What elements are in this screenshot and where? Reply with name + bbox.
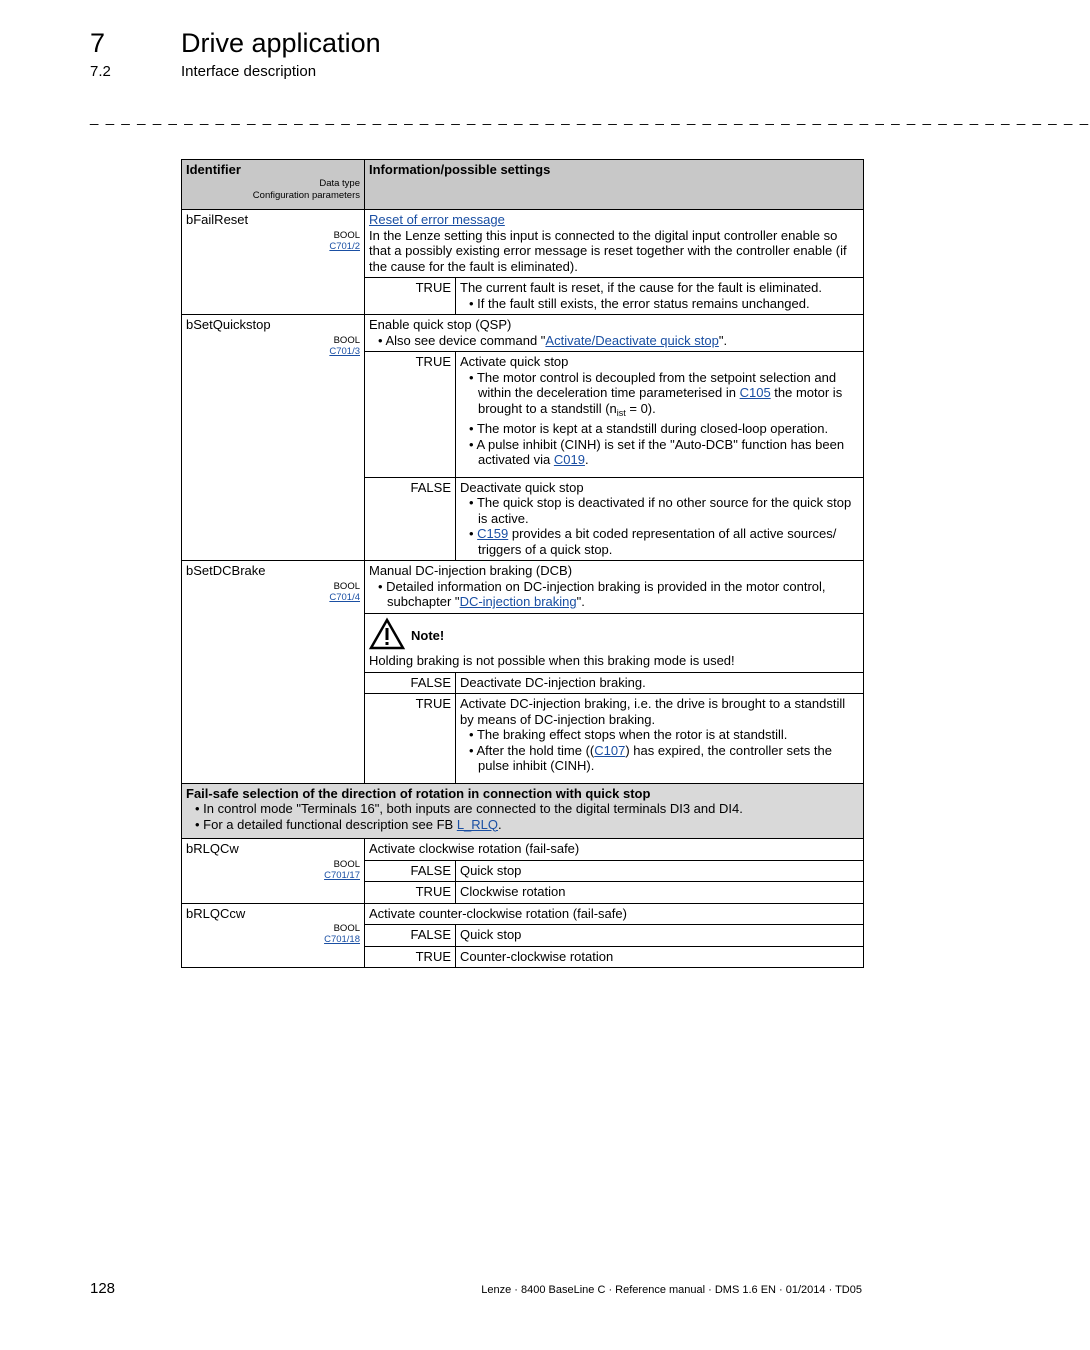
value-label: TRUE — [365, 946, 456, 968]
c105-link[interactable]: C105 — [739, 385, 771, 400]
value-label: FALSE — [365, 672, 456, 694]
quickstop-command-link[interactable]: Activate/Deactivate quick stop — [545, 332, 719, 348]
data-type: BOOL — [333, 580, 360, 592]
value-description: Activate quick stop • The motor control is decoupled from the setpoint selection and within the deceleration time parameterised in C105 the motor is brought to a standstill $(n_{ist} = 0)$. • The motor is kept at a standstill during closed-loop operation. • A pulse inhibit (CINH) is set if the "Auto-DCB" function has been activated via C019. — [456, 352, 864, 478]
document-info: Lenze · 8400 BaseLine C · Reference manual · DMS 1.6 EN · 01/2014 · TD05 — [481, 1284, 862, 1296]
table-row — [182, 903, 864, 925]
value-description: Counter-clockwise rotation — [456, 946, 864, 968]
data-type: BOOL — [333, 334, 360, 346]
identifier-header: Identifier Data type Configuration parameters — [182, 160, 365, 210]
header-separator: _ _ _ _ _ _ _ _ _ _ _ _ _ _ _ _ _ _ _ _ _ _ _ _ _ _ _ _ _ _ _ _ _ _ _ _ _ _ _ _ _ _ _ _ _ _ _ _ _ _ _ _ _ _ _ _ _ _ _ _ _ _ _ _ — [90, 109, 1090, 126]
value-description: Quick stop — [456, 860, 864, 882]
warning-icon — [369, 618, 405, 654]
l-rlq-link[interactable]: L_RLQ — [456, 816, 499, 832]
identifier-cell — [182, 903, 365, 968]
table-row — [182, 561, 864, 614]
identifier-name: bFailReset — [186, 212, 249, 227]
interface-table — [181, 159, 864, 968]
value-label: TRUE — [365, 694, 456, 784]
reset-error-link[interactable]: Reset of error message — [369, 212, 505, 227]
config-param-link[interactable]: C701/18 — [324, 934, 360, 945]
info-header: Information/possible settings — [365, 160, 864, 210]
table-row — [182, 210, 864, 278]
page-number: 128 — [90, 1280, 116, 1297]
identifier-cell — [182, 561, 365, 784]
info-cell: Enable quick stop (QSP) • Also see device command "Activate/Deactivate quick stop". — [365, 315, 864, 352]
note-title: Note! — [411, 627, 445, 643]
identifier-name: bRLQCw — [186, 841, 239, 856]
config-param-link[interactable]: C701/3 — [329, 345, 360, 357]
table-row — [182, 315, 864, 352]
identifier-cell — [182, 839, 365, 904]
value-description: Quick stop — [456, 925, 864, 947]
c159-link[interactable]: C159 — [477, 526, 509, 541]
identifier-cell — [182, 210, 365, 315]
data-type: BOOL — [333, 923, 360, 934]
table-row — [182, 839, 864, 861]
identifier-name: bSetDCBrake — [186, 563, 266, 578]
chapter-number: 7 — [90, 28, 106, 58]
c019-link[interactable]: C019 — [553, 452, 585, 467]
section-cell: Fail-safe selection of the direction of rotation in connection with quick stop • In control mode "Terminals 16", both inputs are connected to the digital terminals DI3 and DI4. • For a detailed functional description see FB L_RLQ. — [182, 783, 864, 839]
value-label: FALSE — [365, 925, 456, 947]
data-type: BOOL — [333, 858, 360, 870]
chapter-title: Drive application — [181, 28, 381, 58]
dc-injection-link[interactable]: DC-injection braking — [459, 594, 577, 609]
config-param-link[interactable]: C701/17 — [324, 869, 360, 881]
config-param-link[interactable]: C701/4 — [329, 591, 360, 603]
value-label: FALSE — [365, 860, 456, 882]
info-cell: Manual DC-injection braking (DCB) • Detailed information on DC-injection braking is provided in the motor control, subchapter "DC-injection braking". — [365, 561, 864, 614]
info-cell: Activate counter-clockwise rotation (fail-safe) — [365, 903, 864, 925]
identifier-name: bSetQuickstop — [186, 317, 271, 332]
value-description: Deactivate quick stop • The quick stop is deactivated if no other source for the quick stop is active. • C159 provides a bit coded representation of all active sources/ triggers of a quick stop. — [456, 477, 864, 561]
note-text: Holding braking is not possible when this braking mode is used! — [369, 653, 735, 668]
value-label: FALSE — [365, 477, 456, 561]
config-param-link[interactable]: C701/2 — [329, 240, 360, 252]
info-cell — [365, 210, 864, 278]
value-description: Clockwise rotation — [456, 882, 864, 904]
value-label: TRUE — [365, 882, 456, 904]
value-description: The current fault is reset, if the cause for the fault is eliminated. • If the fault still exists, the error status remains unchanged. — [456, 278, 864, 315]
value-description: Activate DC-injection braking, i.e. the drive is brought to a standstill by means of DC-injection braking. • The braking effect stops when the rotor is at standstill. • After the hold time ((C107) has expired, the controller sets the pulse inhibit (CINH). — [456, 694, 864, 784]
info-cell: Activate clockwise rotation (fail-safe) — [365, 839, 864, 861]
c107-link[interactable]: C107 — [594, 742, 626, 758]
section-number: 7.2 — [90, 63, 111, 80]
section-title: Interface description — [181, 63, 317, 80]
table-header-row — [182, 160, 864, 210]
section-row — [182, 783, 864, 839]
value-description: Deactivate DC-injection braking. — [456, 672, 864, 694]
section-heading: Fail-safe selection of the direction of rotation in connection with quick stop — [186, 785, 651, 801]
data-type: BOOL — [333, 229, 360, 241]
identifier-name: bRLQCcw — [186, 905, 246, 921]
note-cell — [365, 613, 864, 672]
info-description: In the Lenze setting this input is connected to the digital input controller enable so that a possibly existing error message is reset together with the controller enable (if the cause for the fault is eliminated). — [369, 227, 847, 274]
value-label: TRUE — [365, 352, 456, 478]
identifier-cell — [182, 315, 365, 561]
value-label: TRUE — [365, 278, 456, 315]
